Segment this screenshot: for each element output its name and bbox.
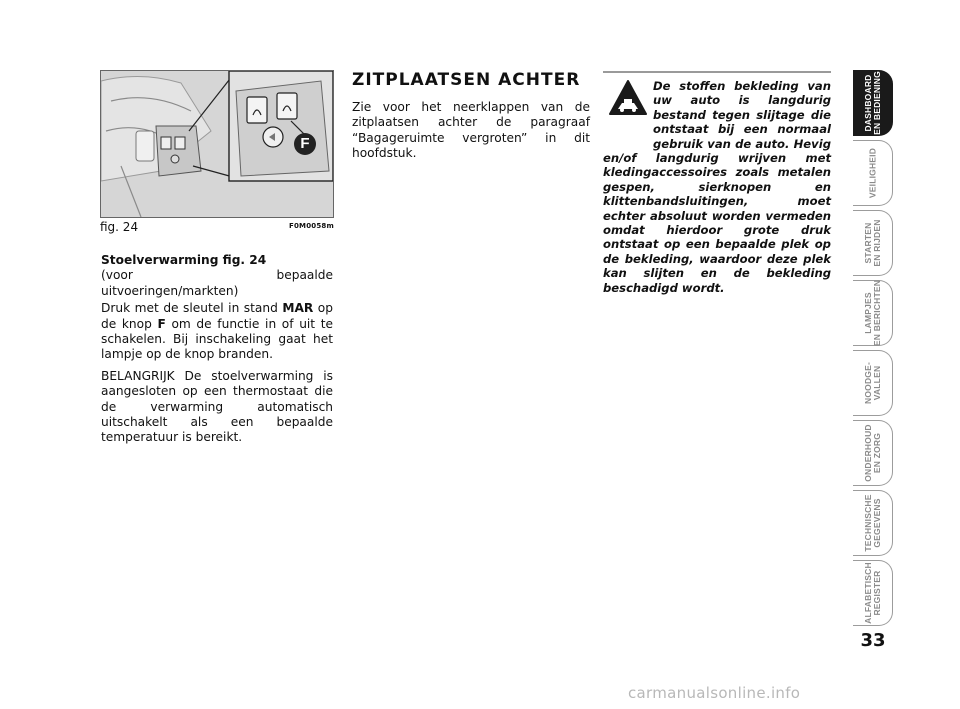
tab-label-line1: ALFABETISCH [862, 562, 873, 624]
tab-label-line1: STARTEN [862, 222, 873, 264]
tab-label-line1: TECHNISCHE [862, 494, 873, 552]
tab-onderhoud-en-zorg[interactable] [853, 420, 893, 486]
tab-label-line2: EN ZORG [871, 432, 882, 474]
figure-caption [100, 220, 334, 236]
tab-label-line1: NOODGE- [862, 361, 873, 405]
subtitle-note: (voor bepaalde uitvoeringen/markten) [101, 268, 333, 298]
figure-code: F0M0058m [289, 222, 334, 230]
paragraph-important: BELANGRIJK De stoelverwarming is aangesloten op een thermostaat die de verwarming automatisch uitschakelt als een bepaalde temperatuur is bereikt. [101, 368, 333, 445]
tab-label-line2: EN RIJDEN [871, 219, 882, 267]
figure-label: fig. 24 [100, 220, 139, 234]
figure-seat-heating [100, 70, 334, 218]
warning-text-block [603, 79, 831, 295]
warning-top-rule [603, 71, 831, 73]
tab-noodgevallen[interactable] [853, 350, 893, 416]
tab-label-line1: ONDERHOUD [862, 424, 873, 482]
subtitle-seat-heating: Stoelverwarming fig. 24 [101, 253, 267, 267]
tab-lampjes-en-berichten[interactable] [853, 280, 893, 346]
section-body: Zie voor het neerklappen van de zitplaatsen achter de paragraaf “Bagageruimte vergroten” in dit hoofdstuk. [352, 100, 590, 161]
tab-label-line2: EN BERICHTEN [871, 279, 882, 347]
left-column [101, 253, 333, 452]
tab-label-line1: LAMPJES [862, 292, 873, 334]
tab-label-line2: EN BEDIENING [871, 71, 882, 135]
p1-bold-mar: MAR [282, 301, 314, 316]
warning-icon-spacer [603, 79, 653, 137]
p1-text-c: om de functie in of uit te schakelen. Bij inschakeling gaat het lampje op de knop branden. [101, 316, 333, 362]
watermark: carmanualsonline.info [628, 684, 801, 702]
warning-text: De stoffen bekleding van uw auto is langdurig bestand tegen slijtage die ontstaat bij een normaal gebruik van de auto. Hevig en/of langdurig wrijven met kledingaccessoires zoals metalen gespen, sierknopen en klittenbandsluitingen, moet echter absoluut worden vermeden omdat hierdoor grote druk ontstaat op een bepaalde plek op de bekleding, waardoor deze plek kan slijten en de bekleding beschadigd wordt. [603, 79, 831, 295]
tab-dashboard-en-bediening[interactable] [853, 70, 893, 136]
tab-label-line1: DASHBOARD [862, 74, 873, 132]
tab-technische-gegevens[interactable] [853, 490, 893, 556]
tab-veiligheid[interactable] [853, 140, 893, 206]
tab-label-line2: REGISTER [871, 570, 882, 616]
page-number: 33 [860, 630, 886, 651]
p1-text-b: op de knop [101, 301, 333, 331]
paragraph-instructions [101, 301, 333, 363]
callout-f-badge: F [294, 133, 316, 155]
section-title: ZITPLAATSEN ACHTER [352, 70, 581, 90]
tab-label-line1: VEILIGHEID [867, 147, 877, 199]
p1-text-a: Druk met de sleutel in stand [101, 301, 283, 316]
tab-starten-en-rijden[interactable] [853, 210, 893, 276]
tab-label-line2: VALLEN [871, 365, 882, 401]
tab-alfabetisch-register[interactable] [853, 560, 893, 626]
p1-bold-f: F [157, 316, 166, 331]
tab-label-line2: GEGEVENS [871, 498, 882, 548]
